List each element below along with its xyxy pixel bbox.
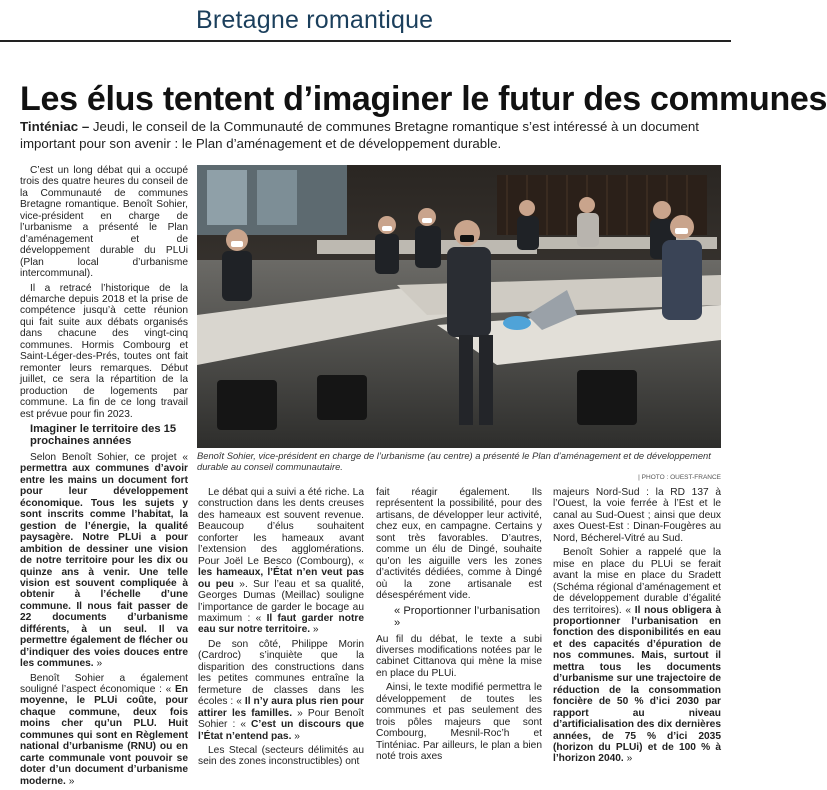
- paragraph: majeurs Nord-Sud : la RD 137 à l’Ouest, la voie ferrée à l’Est et le canal au Sud-Ouest ; ainsi que deux axes Ouest-Est : Dinan-Fougères au Nord, Bécherel-Vitré au Sud.: [553, 487, 721, 544]
- paragraph: Benoît Sohier a également souligné l’aspect économique : « En moyenne, le PLUi coûte, pour chaque commune, deux fois moins cher qu’un PLU. Huit communes qui sont en Règlement national d’urbanisme (RNU) ou en carte communale vont pouvoir se doter d’un document d’urbanisme moderne. »: [20, 672, 188, 787]
- meeting-photo-illustration: [197, 165, 721, 448]
- paragraph: Benoît Sohier a rappelé que la mise en place du PLUi se ferait avant la mise en place du Sradett (Schéma régional d’aménagement et de développement durable d’égalité des territoires). « Il nous obligera à proportionner l’urbanisation en fonction des disponibilités en eau et des capacités d’épuration de nos communes. Mais, surtout il mettra tous les documents d’urbanisme sur une trajectoire de réduction de la consommation foncière de 50 % d’ici 2030 par rapport au niveau d’artificialisation des dix dernières années, de 75 % d’ici 2035 (horizon du PLUi) et de 100 % à l’horizon 2040. »: [553, 547, 722, 765]
- article-column-4: [553, 487, 721, 768]
- paragraph: Il a retracé l’historique de la démarche depuis 2018 et la prise de compétence jusqu’à cette réunion qui fait suite aux débats organisés dans chacune des vingt-cinq communes. Hormis Combourg et Saint-Léger-des-Prés, toutes ont fait remonter leurs remarques. Début juillet, ce sera la répartition de la production de logements par commune. La fin de ce long travail est prévue pour fin 2023.: [20, 282, 188, 420]
- rubric-divider: [0, 40, 731, 42]
- paragraph: Le débat qui a suivi a été riche. La construction dans les dents creuses des hameaux est souvent revenue. Beaucoup d’élus souhaitent conforter les hameaux avant l’extension des agglomérations. Pour Joël Le Besco (Combourg), « les hameaux, l’État n’en veut pas ou peu ». Sur l’eau et sa qualité, Georges Dumas (Meillac) souligne l’importance de garder le bocage au maximum : « Il faut garder notre eau sur notre territoire. »: [198, 487, 365, 636]
- section-rubric: Bretagne romantique: [196, 6, 434, 34]
- paragraph: Ainsi, le texte modifié permettra le développement de toutes les communes et pas seulement des trois pôles majeurs que sont Combourg, Mesnil-Roc’h et Tinténiac. Par ailleurs, le plan a bien noté trois axes: [376, 682, 542, 763]
- photo-credit: | PHOTO : OUEST-FRANCE: [638, 474, 721, 481]
- lede-text: Jeudi, le conseil de la Communauté de communes Bretagne romantique s’est intéressé à un document important pour son avenir : le Plan d’aménagement et de développement durable.: [20, 119, 699, 151]
- photo-caption: Benoît Sohier, vice-président en charge de l’urbanisme (au centre) a présenté le Plan d’aménagement et de développement durable au conseil communautaire.: [197, 450, 711, 472]
- article-column-2: [198, 487, 364, 771]
- paragraph: fait réagir également. Ils représentent la possibilité, pour des artisans, de développer leur activité, chez eux, en campagne. Certains y sont très favorables. D’autres, comme un élu de Dingé, souhaite qu’on les aiguille vers les zones d’activités dédiées, comme à Dingé où la zone artisanale est désespérément vide.: [376, 487, 542, 602]
- article-headline: Les élus tentent d’imaginer le futur des communes: [20, 80, 827, 118]
- paragraph: Les Stecal (secteurs délimités au sein des zones inconstructibles) ont: [198, 744, 364, 768]
- paragraph: Au fil du débat, le texte a subi diverses modifications notées par le cabinet Cittanova qui mène la mise en place du PLUi.: [376, 633, 542, 679]
- lede-place: Tinténiac –: [20, 119, 90, 134]
- article-photo: [197, 165, 721, 448]
- subheading: « Proportionner l’urbanisation »: [394, 604, 541, 629]
- paragraph: C’est un long débat qui a occupé trois des quatre heures du conseil de la Communauté de communes Bretagne romantique. Benoît Sohier, vice-président en charge de l’urbanisme a présenté le Plan d’aménagement et de développement durable du PLUi (Plan local d’urbanisme intercommunal).: [20, 165, 188, 280]
- paragraph: Selon Benoît Sohier, ce projet « permettra aux communes d’avoir entre les mains un document fort pour leur développement économique. Tous les sujets y sont inscrits comme l’habitat, la gestion de l’énergie, la qualité paysagère. Notre PLUi a pour ambition de dessiner une vision de notre territoire pour les dix ou quinze ans à venir. Une telle vision est souvent compliquée à obtenir à l’échelle d’une commune. Il nous fait passer de 22 documents d’urbanisme différents, à un seul. Il va permettre également de flécher ou d’indiquer des voies douces entre les communes. »: [20, 451, 188, 670]
- subheading: Imaginer le territoire des 15 prochaines années: [30, 422, 177, 447]
- article-column-1: [20, 165, 188, 790]
- paragraph: De son côté, Philippe Morin (Cardroc) s’inquiète que la disparition des constructions dans les petites communes entraîne la fermeture de classes dans les écoles : « Il n’y aura plus rien pour attirer les familles. » Pour Benoît Sohier : « C’est un discours que l’État n’entend pas. »: [198, 638, 365, 742]
- article-lede: [20, 118, 720, 152]
- article-column-3: [376, 487, 542, 766]
